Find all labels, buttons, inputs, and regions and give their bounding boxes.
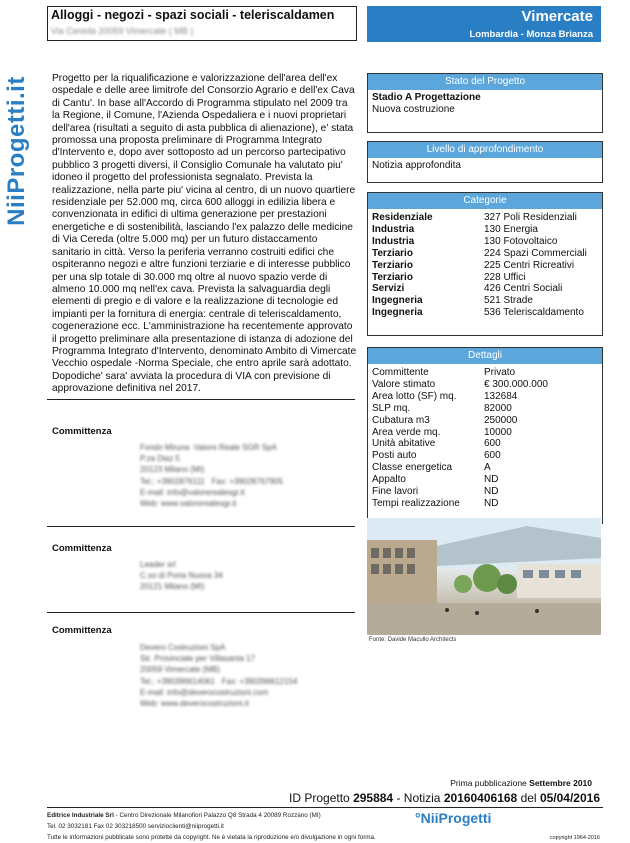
categorie-heading: Categorie: [368, 193, 602, 209]
project-title: Alloggi - negozi - spazi sociali - teleriscaldamen: [51, 8, 335, 22]
detail-row: Appalto ND: [372, 474, 499, 486]
section-divider: [47, 612, 355, 613]
photo-credit: Fonte: Davide Macullo Architects: [369, 637, 457, 643]
committenza-details: Fondo Miruna -Valore Reale SGR SpA P.za Diaz 5 20123 Milano (MI) Tel.: +3902876111 Fax: +39028767905 E-mail: info@valorerealesgr.it Web: www.valorerealesgr.it: [140, 443, 283, 509]
first-publication: Prima pubblicazione Settembre 2010: [450, 778, 592, 788]
section-divider: [47, 399, 355, 400]
categorie-panel: [367, 192, 603, 336]
category-row: Industria 130 Energia: [372, 223, 538, 235]
dettagli-heading: Dettagli: [368, 348, 602, 364]
detail-row: Area lotto (SF) mq. 132684: [372, 390, 518, 402]
category-row: Terziario 225 Centri Ricreativi: [372, 259, 575, 271]
footer-notice: Tutte le informazioni pubblicate sono protette da copyright. Ne è vietata la riproduzione e/o divulgazione in ogni forma.: [47, 834, 376, 841]
project-id-line: ID Progetto 295884 - Notizia 20160406168 del 05/04/2016: [289, 791, 600, 805]
committenza-label: Committenza: [52, 625, 112, 636]
stato-phase: Stadio A Progettazione: [372, 92, 481, 103]
region-name: Lombardia - Monza Brianza: [469, 29, 593, 40]
footer-divider: [47, 807, 603, 808]
footer-contacts: Tel. 02 3032181 Fax 02 303218500 servizioclienti@niiprogetti.it: [47, 823, 224, 830]
stato-heading: Stato del Progetto: [368, 74, 602, 90]
footer-company: Editrice Industriale Srl - Centro Direzionale Milanofiori Palazzo Q8 Strada 4 20089 Rozzano (MI): [47, 812, 321, 819]
category-row: Terziario 228 Uffici: [372, 271, 526, 283]
detail-row: Cubatura m3 250000: [372, 414, 518, 426]
city-name: Vimercate: [521, 8, 593, 25]
detail-row: Posti auto 600: [372, 450, 501, 462]
detail-row: Committente Privato: [372, 367, 516, 378]
committenza-details: Devero Costruzioni SpA Str. Provinciale per Villasanta 17 20059 Vimercate (MB) Tel.: +390396614061 Fax: +390396612154 E-mail: info@deverocostruzioni.com Web: www.deverocostruzioni.it: [140, 643, 298, 709]
livello-heading: Livello di approfondimento: [368, 142, 602, 158]
livello-value: Notizia approfondita: [372, 160, 461, 171]
logo-text: NiiProgetti.it: [3, 76, 30, 226]
committenza-label: Committenza: [52, 543, 112, 554]
detail-row: Unità abitative 600: [372, 438, 501, 450]
stato-type: Nuova costruzione: [372, 104, 455, 115]
project-title-box: [47, 6, 357, 41]
project-rendering-image: [367, 518, 601, 635]
detail-row: Valore stimato € 300.000.000: [372, 378, 548, 390]
footer-logo: °NiiProgetti: [415, 810, 492, 826]
location-box: [367, 6, 601, 42]
category-row: Servizi 426 Centri Sociali: [372, 283, 563, 295]
detail-row: Area verde mq. 10000: [372, 426, 512, 438]
project-address: Via Cereda 20059 Vimercate ( MB ): [51, 26, 194, 36]
category-row: Terziario 224 Spazi Commerciali: [372, 247, 587, 259]
project-description: Progetto per la riqualificazione e valorizzazione dell'area dell'ex ospedale e delle aree limitrofe del Consorzio Agrario e dell'ex Cava di Cantu'. In base all'Accordo di Programma stipulato nel 2009 tra la Regione, il Comune, l'Azienda Ospedaliera e i nuovi proprietari dell'area (risultati a seguito di asta pubblica di alienazione), e' stata promossa una proposta preliminare di Programma Integrato d'Intervento e, dopo aver sottoposto ad un percorso partecipativo pubblico 3 progetti diversi, il Consiglio Comunale ha valutato piu' idoneo il progetto del professionista segnalato. Prevista la realizzazione, nella parte piu' vicina al centro, di un nuovo quartiere residenziale per 52.000 mq, circa 600 alloggi in edilizia libera e convenzionata in edifici di ultima generazione per prestazioni energetiche e di sostenibilità, lasciando l'ex palazzo delle medicine di Via Cereda (oltre 5.000 mq) per un futuro distaccamento sanitario in città. Verso la periferia verranno costruiti edifici che ospiteranno negozi e altre funzioni terziarie e di interesse pubblico per una slp totale di 30.000 mq oltre al nuovo spazio verde di almeno 10.000 mq nell'ex cava. Prevista la salvaguardia degli elementi di pregio e di valore e la realizzazione di tecnologie ed impianti per la fornitura di energia: centrale di teleriscaldamento, cogenerazione ecc. L'amministrazione ha recentemente approvato il progetto preliminare alla presentazione di istanza di adozione del Programma Integrato d'Intervento, denominato Ambito di Vimercate Vecchio ospedale -Norma Speciale, che entro aprile sarà adottato. Dopodiche' sara' avviata la procedura di VIA con previsione di approvazione definitiva nel 2017.: [52, 73, 357, 395]
category-row: Residenziale 327 Poli Residenziali: [372, 212, 577, 223]
stato-panel: [367, 73, 603, 133]
category-row: Industria 130 Fotovoltaico: [372, 235, 558, 247]
section-divider: [47, 526, 355, 527]
dettagli-panel: [367, 347, 603, 524]
committenza-details: Leader srl C.so di Porta Nuova 34 20121 Milano (MI): [140, 560, 223, 592]
detail-row: Fine lavori ND: [372, 486, 499, 498]
niiprogetti-logo: [2, 6, 32, 296]
detail-row: Classe energetica A: [372, 462, 491, 474]
category-row: Ingegneria 521 Strade: [372, 295, 533, 307]
footer-copyright: copyright 1964-2016: [549, 835, 600, 841]
category-row: Ingegneria 536 Teleriscaldamento: [372, 307, 584, 319]
livello-panel: [367, 141, 603, 183]
detail-row: Tempi realizzazione ND: [372, 497, 499, 509]
rendering-illustration: [367, 518, 601, 635]
detail-row: SLP mq. 82000: [372, 402, 512, 414]
committenza-label: Committenza: [52, 426, 112, 437]
